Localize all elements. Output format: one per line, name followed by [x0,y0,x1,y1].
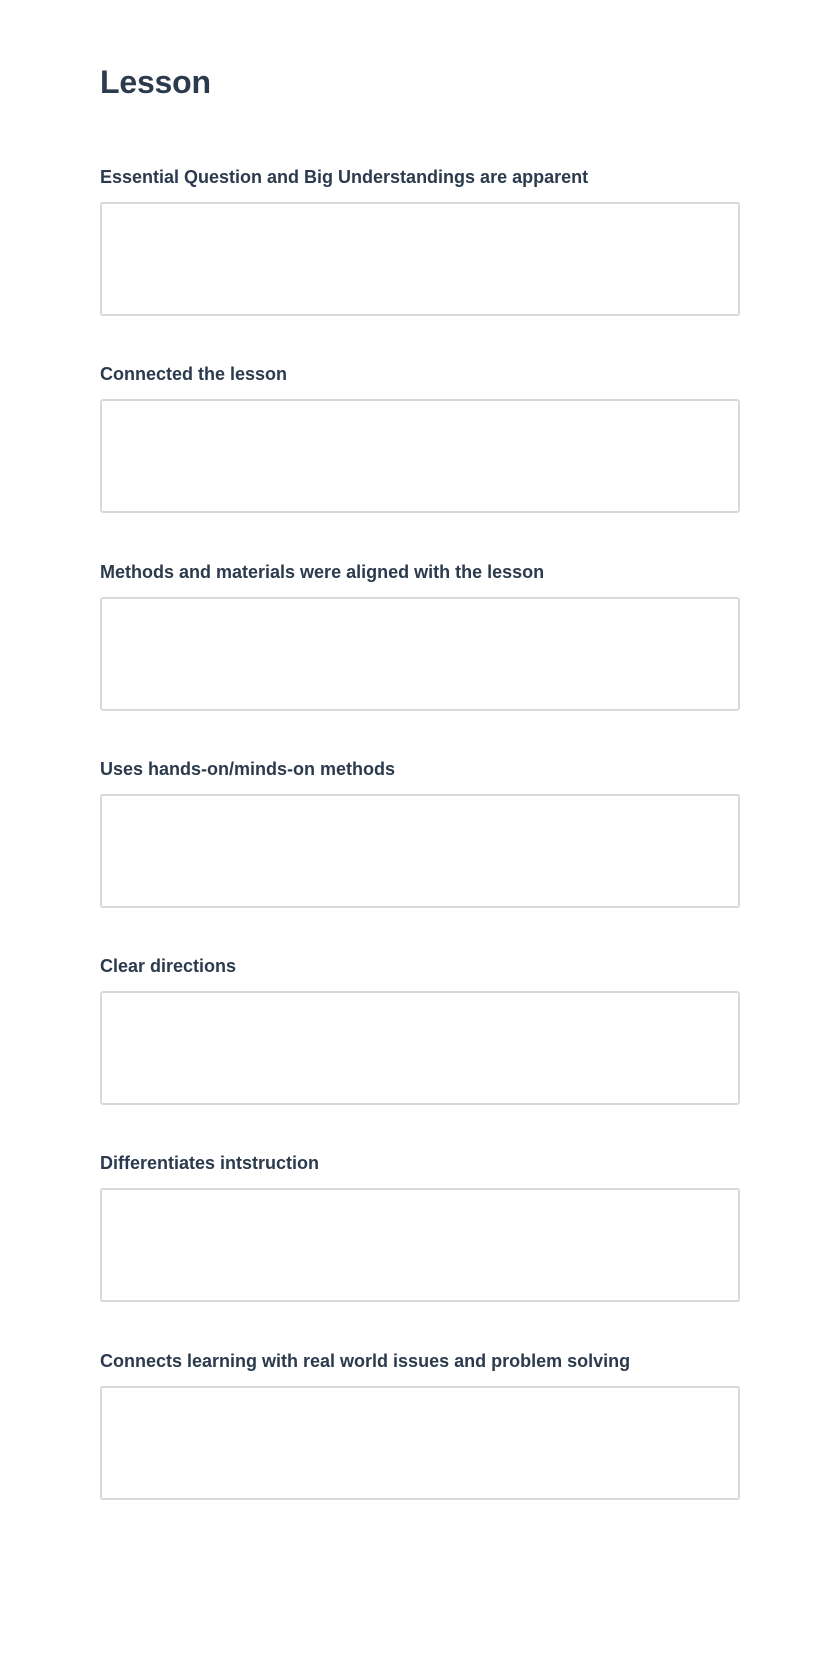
field-label: Connects learning with real world issues and problem solving [100,1351,631,1371]
field-clear-directions [100,954,740,1105]
methods-materials-textarea[interactable] [100,597,740,711]
field-connected-lesson [100,362,740,513]
field-differentiates-instruction [100,1151,740,1302]
field-essential-question [100,165,740,316]
hands-on-methods-textarea[interactable] [100,794,740,908]
field-methods-materials [100,560,740,711]
page-title: Lesson [100,64,211,100]
essential-question-textarea[interactable] [100,202,740,316]
field-label: Connected the lesson [100,364,288,384]
field-label: Uses hands-on/minds-on methods [100,759,396,779]
real-world-connections-textarea[interactable] [100,1386,740,1500]
field-real-world-connections [100,1349,740,1500]
field-label: Clear directions [100,956,237,976]
field-label: Differentiates intstruction [100,1153,320,1173]
connected-lesson-textarea[interactable] [100,399,740,513]
field-label: Methods and materials were aligned with the lesson [100,562,545,582]
field-label: Essential Question and Big Understandings are apparent [100,167,589,187]
clear-directions-textarea[interactable] [100,991,740,1105]
field-hands-on-methods [100,757,740,908]
differentiates-instruction-textarea[interactable] [100,1188,740,1302]
